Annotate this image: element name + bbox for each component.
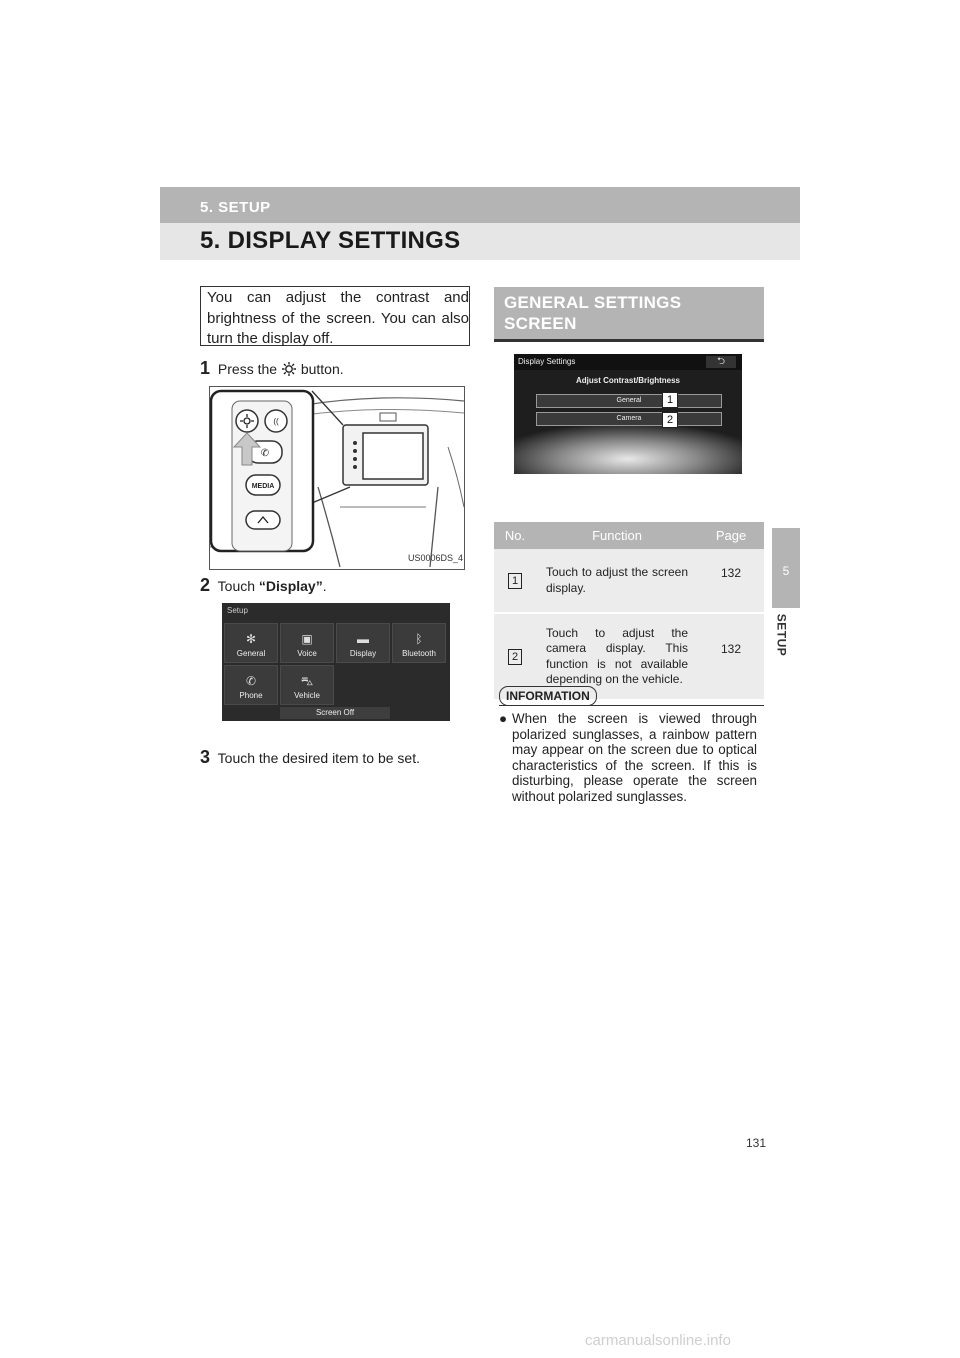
media-button-label: MEDIA [251,483,275,490]
general-settings-title: GENERAL SETTINGS SCREEN [504,293,682,333]
chapter-label: SETUP [774,613,789,657]
callout-1: 1 [662,392,678,408]
general-settings-heading [494,287,764,342]
information-divider [499,705,764,706]
row-page: 132 [698,549,764,613]
intro-box [200,286,470,346]
setup-tile-voice[interactable]: ▣ Voice [280,623,334,663]
information-label: INFORMATION [499,686,597,706]
setup-tile-phone[interactable]: ✆ Phone [224,665,278,705]
step-2-text-before: Touch [217,578,259,594]
step-3-text: Touch the desired item to be set. [217,750,420,766]
step-3 [200,747,420,768]
step-1-text-after: button. [300,361,344,377]
header-function: Function [536,522,698,549]
bluetooth-icon: ᛒ [415,632,423,646]
step-2-bold: “Display” [258,578,323,594]
table-row [494,549,764,613]
header-page: Page [698,522,764,549]
step-1-text-before: Press the [217,361,278,377]
row-number-box: 1 [508,573,522,589]
step-3-number: 3 [200,747,211,767]
setup-screen-image [222,603,450,721]
page-title: 5. DISPLAY SETTINGS [200,227,461,254]
callout-2: 2 [662,412,678,428]
display-screen-heading: Adjust Contrast/Brightness [575,376,680,385]
step-2 [200,575,327,596]
console-drawing [210,387,464,569]
general-item[interactable]: General [536,394,722,408]
chapter-tab [772,528,800,608]
camera-item[interactable]: Camera [536,412,722,426]
chapter-number: 5 [782,564,790,578]
back-button[interactable] [706,356,736,368]
screen-off-button[interactable]: Screen Off [280,707,390,719]
setup-tile-bluetooth[interactable]: ᛒ Bluetooth [392,623,446,663]
setup-screen-title: Setup [227,606,248,615]
row-function: Touch to adjust the camera display. This function is not available depending on the vehicle. [536,613,698,699]
function-table [494,522,764,699]
section-label: 5. SETUP [200,199,271,216]
information-text: When the screen is viewed through polarized sunglasses, a rainbow pattern may appear on the screen due to optical characteristics of the screen. If this is disturbing, please operate the screen without polarized sunglasses. [512,711,757,804]
voice-icon: ▣ [301,632,313,646]
bullet-icon: ● [499,711,508,726]
setup-tile-display[interactable]: ▬ Display [336,623,390,663]
intro-text: You can adjust the contrast and brightness of the screen. You can also turn the display off. [207,289,469,347]
row-number-box: 2 [508,649,522,665]
step-1 [200,358,344,379]
display-icon: ▬ [357,632,369,646]
setup-tile-vehicle[interactable]: ⛍ Vehicle [280,665,334,705]
back-arrow-icon: ⮌ [716,356,725,367]
console-illustration [209,386,465,570]
page-number: 131 [746,1136,767,1150]
table-header-row [494,522,764,549]
svg-text:✆: ✆ [260,448,270,459]
row-function: Touch to adjust the screen display. [536,549,698,613]
row-page: 132 [698,613,764,699]
gear-icon [281,361,297,377]
setup-tile-general[interactable]: ✻ General [224,623,278,663]
section-header-bar [160,187,800,223]
information-note [499,711,757,804]
car-icon: ⛍ [300,674,314,688]
step-2-number: 2 [200,575,211,595]
phone-icon: ✆ [245,674,257,688]
gear-icon: ✻ [245,632,257,646]
step-2-text-after: . [322,578,327,594]
page-title-bar [160,223,800,260]
display-settings-screen-image [514,354,742,474]
watermark: carmanualsonline.info [585,1332,731,1349]
step-1-number: 1 [200,358,211,378]
display-screen-title: Display Settings [518,357,576,366]
header-no: No. [494,522,536,549]
illustration-code: US0006DS_4 [408,553,464,563]
chapter-label-wrap [770,610,800,660]
svg-text:((: (( [273,417,279,426]
